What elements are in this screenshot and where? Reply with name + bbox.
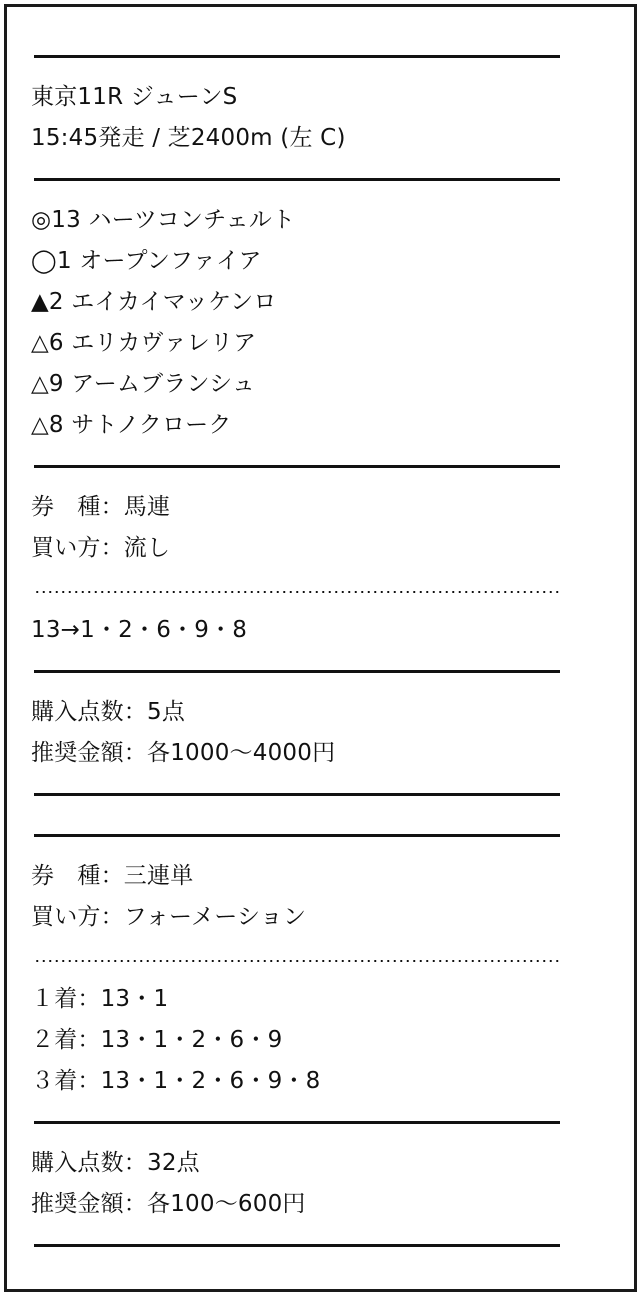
prediction-renka: △6 エリカヴァレリア (31, 330, 257, 356)
betting-ticket (31, 36, 571, 1266)
separator-line (31, 159, 571, 200)
bet1-type: 券 種：馬連 (31, 494, 171, 520)
dotted-separator (31, 938, 571, 979)
bet2-third-place: ３着：13・1・2・6・9・8 (31, 1068, 321, 1094)
prediction-taikou: ◯1 オープンファイア (31, 248, 262, 274)
prediction-honmei: ◎13 ハーツコンチェルト (31, 207, 296, 233)
separator-line (31, 774, 571, 815)
prediction-renka: △9 アームブランシュ (31, 371, 256, 397)
separator-line (31, 1102, 571, 1143)
prediction-renka: △8 サトノクローク (31, 412, 232, 438)
prediction-tanana: ▲2 エイカイマッケンロ (31, 289, 277, 315)
bet2-amount: 推奨金額：各100〜600円 (31, 1191, 306, 1217)
bet1-points: 購入点数：5点 (31, 699, 186, 725)
bet1-amount: 推奨金額：各1000〜4000円 (31, 740, 336, 766)
bet1-method: 買い方：流し (31, 535, 171, 561)
bet2-method: 買い方：フォーメーション (31, 904, 307, 930)
bet2-type: 券 種：三連単 (31, 863, 194, 889)
dotted-separator (31, 569, 571, 610)
bet1-combination: 13→1・2・6・9・8 (31, 617, 248, 643)
separator-line (31, 651, 571, 692)
separator-line (31, 1225, 571, 1266)
bet2-first-place: １着：13・1 (31, 986, 169, 1012)
separator-line (31, 446, 571, 487)
race-title: 東京11R ジューンS (31, 84, 238, 110)
bet2-points: 購入点数：32点 (31, 1150, 200, 1176)
bet2-second-place: ２着：13・1・2・6・9 (31, 1027, 283, 1053)
separator-line (31, 815, 571, 856)
race-info: 15:45発走 / 芝2400m (左 C) (31, 125, 346, 151)
document-frame (4, 4, 637, 1292)
separator-line (31, 36, 571, 77)
